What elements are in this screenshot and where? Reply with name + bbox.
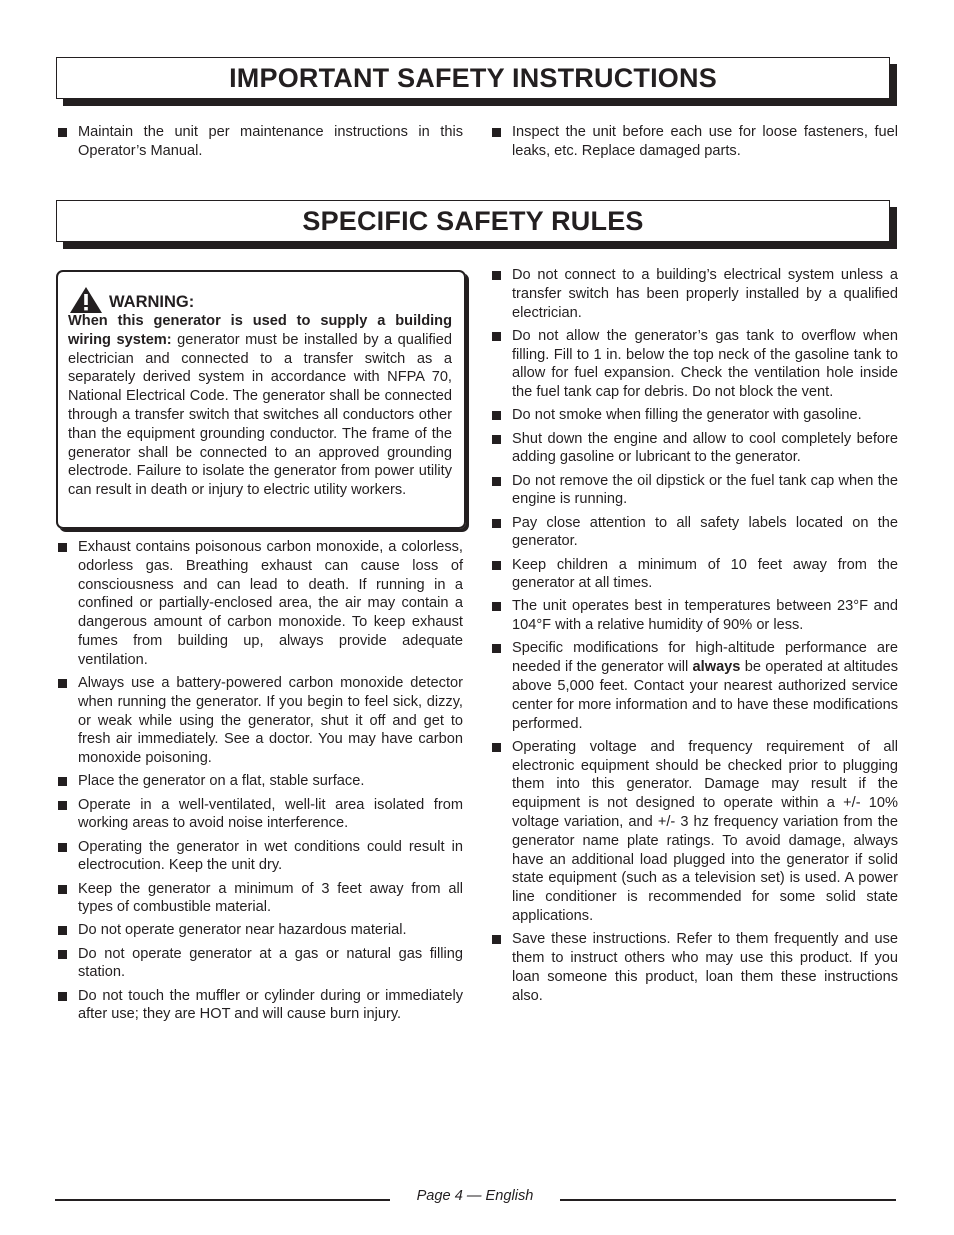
list-item-text: Do not smoke when filling the generator with gasoline. <box>512 407 862 424</box>
list-item <box>491 639 898 733</box>
list-item-text: Do not remove the oil dipstick or the fuel tank cap when the engine is running. <box>512 472 898 508</box>
list-item-text: Operating voltage and frequency requirement of all electronic equipment should be checked prior to plugging them into this generator. Damage may result if the equipment is not designed to operate within a +/- 10% voltage variation, and +/- 3 hz frequency variation from the generator name plate ratings. To avoid damage, always have an additional load plugged into the generator if solid state equipment (such as a television set) is used. A power line conditioner is recommended for some solid state applications. <box>512 738 898 925</box>
list-item: Do not operate generator at a gas or natural gas filling station. <box>57 945 463 983</box>
top-right-column <box>491 123 898 165</box>
list-item <box>491 930 898 1005</box>
right-rules-list <box>491 266 898 1005</box>
list-item <box>491 514 898 552</box>
warning-triangle-icon <box>69 286 103 314</box>
left-rules-list <box>57 538 463 1024</box>
list-item <box>491 266 898 322</box>
list-item-text: Save these instructions. Refer to them frequently and use them to instruct others who may use this product. If you loan someone this product, loan them these instructions also. <box>512 931 898 1004</box>
list-item <box>491 472 898 510</box>
list-item-text: Pay close attention to all safety labels located on the generator. <box>512 514 898 550</box>
right-rules-column <box>491 266 898 1010</box>
list-item-text: Do not allow the generator’s gas tank to overflow when filling. Fill to 1 in. below the top neck of the gasoline tank to allow for fuel expansion. Check the ventilation hole inside the fuel tank cap for debris. Do not block the vent. <box>512 327 898 401</box>
list-item <box>491 406 898 425</box>
top-left-column <box>57 123 463 165</box>
list-item: Do not operate generator near hazardous material. <box>57 921 463 940</box>
list-item: Maintain the unit per maintenance instructions in this Operator’s Manual. <box>57 123 463 161</box>
list-item: Exhaust contains poisonous carbon monoxide, a colorless, odorless gas. Breathing exhaust can cause loss of consciousness and can lead to death. If running in a confined or partially-enclosed area, the air may contain a dangerous amount of carbon monoxide. To keep exhaust fumes from building up, always provide adequate ventilation. <box>57 538 463 670</box>
list-item <box>491 738 898 926</box>
list-item-text: Keep children a minimum of 10 feet away from the generator at all times. <box>512 556 898 592</box>
list-item-text: Specific modifications for high-altitude performance are needed if the generator will <box>512 640 898 676</box>
page-title: IMPORTANT SAFETY INSTRUCTIONS <box>229 62 717 93</box>
page-number: Page 4 — English <box>416 1188 534 1204</box>
list-item <box>491 556 898 594</box>
specific-safety-banner <box>56 200 890 242</box>
warning-title: WARNING: <box>109 292 195 311</box>
list-item <box>491 430 898 468</box>
section-title: SPECIFIC SAFETY RULES <box>302 205 644 236</box>
warning-body: generator must be installed by a qualified electrician and connected to a transfer switch as a separately derived system in accordance with NFPA 70, National Electrical Code. The generator shall be connected through a transfer switch that switches all conductors other than the equipment grounding conductor. The frame of the generator shall be connected to an approved grounding electrode. Failure to isolate the generator from power utility can result in death or injury to electric utility workers. <box>68 331 453 499</box>
left-rules-column <box>57 538 463 1029</box>
warning-text <box>68 312 452 500</box>
list-item: Operate in a well-ventilated, well-lit area isolated from working areas to avoid noise interference. <box>57 796 463 834</box>
list-item: Inspect the unit before each use for loose fasteners, fuel leaks, etc. Replace damaged parts. <box>491 123 898 161</box>
list-item: Keep the generator a minimum of 3 feet away from all types of combustible material. <box>57 880 463 918</box>
list-item: Do not touch the muffler or cylinder during or immediately after use; they are HOT and will cause burn injury. <box>57 987 463 1025</box>
list-item: Operating the generator in wet conditions could result in electrocution. Keep the unit dry. <box>57 838 463 876</box>
list-item-text: Shut down the engine and allow to cool completely before adding gasoline or lubricant to the generator. <box>512 430 898 466</box>
list-item-text: be operated at altitudes above 5,000 feet. Contact your nearest authorized service center for more information and to have these modifications performed. <box>512 659 899 732</box>
warning-box <box>56 270 466 529</box>
list-item: Always use a battery-powered carbon monoxide detector when running the generator. If you begin to feel sick, dizzy, or weak while using the generator, shut it off and get to fresh air immediately. See a doctor. You may have carbon monoxide poisoning. <box>57 674 463 768</box>
list-item <box>491 597 898 635</box>
emphasis-text: always <box>692 659 741 676</box>
footer-rule-left <box>55 1199 390 1201</box>
warning-bold-lead: When this generator is used to supply a building wiring system: <box>68 313 452 348</box>
list-item <box>491 327 898 402</box>
footer-rule-right <box>560 1199 896 1201</box>
list-item-text: Do not connect to a building’s electrical system unless a transfer switch has been properly installed by a qualified electrician. <box>512 267 898 321</box>
list-item-text: The unit operates best in temperatures between 23°F and 104°F with a relative humidity of 90% or less. <box>512 598 898 634</box>
important-safety-banner <box>56 57 890 99</box>
list-item: Place the generator on a flat, stable surface. <box>57 772 463 791</box>
